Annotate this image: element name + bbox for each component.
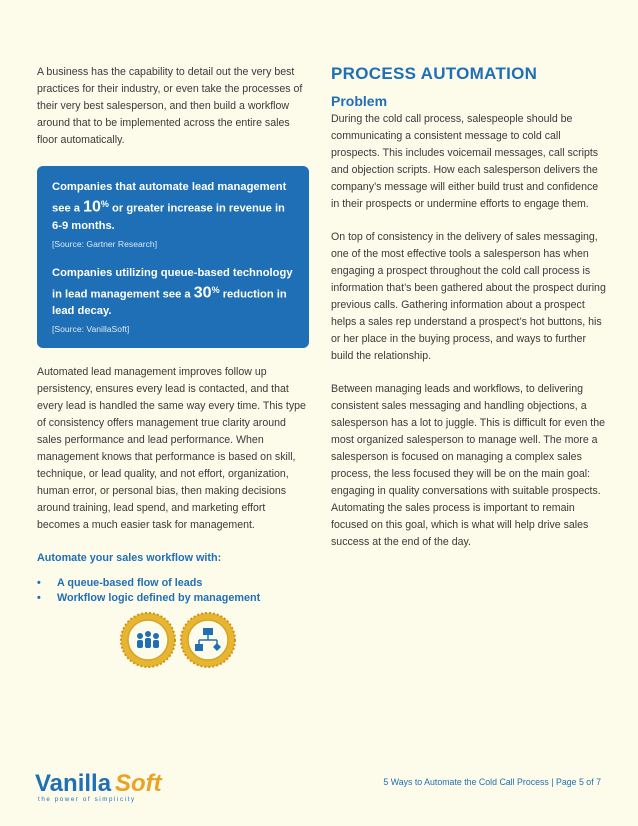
people-queue-icon — [120, 612, 176, 668]
callout-source-2: [Source: VanillaSoft] — [52, 324, 130, 335]
callout-source-1: [Source: Gartner Research] — [52, 238, 158, 249]
body-paragraph: Automated lead management improves follow up persistency, ensures every lead is contacted, and that every lead is handled the same way every time. This type of consistency offers management true clarity around sales performance and lead performance. When management knows that performance is based on skill, technique, or lead quality, and not effort, organization, human error, or personal bias, then making decisions around training, lead spend, and marketing effort becomes a much easier task for management. — [37, 366, 306, 532]
svg-text:the power of simplicity: the power of simplicity — [38, 796, 136, 803]
problem-heading: Problem — [331, 93, 388, 109]
stats-callout — [37, 166, 309, 348]
vanillasoft-logo — [35, 765, 165, 805]
automate-heading: Automate your sales workflow with: — [37, 552, 222, 565]
intro-paragraph: A business has the capability to detail out the very best practices for their industry, or even take the processes of their very best salesperson, and then build a workflow around that to be implemented across the entire sales floor automatically. — [37, 66, 303, 146]
section-title: PROCESS AUTOMATION — [331, 64, 538, 83]
workflow-icon — [180, 612, 236, 668]
stat-2-number: 30 — [193, 284, 212, 302]
callout-stat-2: Companies utilizing queue-based technology in lead management see a 30% reduction in lead decay. — [52, 266, 293, 318]
callout-stat-1: Companies that automate lead management see a 10% or greater increase in revenue in 6-9 months. — [52, 181, 287, 232]
footer-page-info: 5 Ways to Automate the Cold Call Process | Page 5 of 7 — [383, 777, 601, 787]
list-item: • Workflow logic defined by management — [37, 591, 309, 606]
left-column — [37, 64, 309, 606]
svg-text:Vanilla: Vanilla — [35, 770, 112, 797]
problem-paragraph-2: On top of consistency in the delivery of sales messaging, one of the most effective tools a salesperson has when engaging a prospect throughout the cold call process is information that’s been gathered about the prospect during previous calls. Gathering information about a prospect helps a sales rep understand a prospect’s hot buttons, his or her place in the buying process, and ways to further build the relationship. — [331, 231, 606, 362]
stat-1-number: 10 — [83, 198, 101, 216]
right-column — [331, 64, 606, 551]
list-item: • A queue-based flow of leads — [37, 576, 309, 591]
problem-paragraph-3: Between managing leads and workflows, to delivering consistent sales messaging and handling objections, a salesperson has a lot to juggle. This is difficult for even the most organized salesperson to manage well. The more a salesperson is focused on managing a complex sales process, the less focused they will be on the main goal: engaging in quality conversations with suitable prospects. Automating the sales process is important to remain focused on this goal, which is what will help drive sales success at the end of the day. — [331, 383, 606, 548]
svg-text:Soft: Soft — [115, 770, 162, 797]
automate-list — [37, 576, 309, 606]
problem-paragraph-1: During the cold call process, salespeople should be communicating a consistent message to cold call prospects. This includes voicemail messages, call scripts and objection scripts. How each salesperson delivers the company’s message will either build trust and confidence in their prospects or undermine efforts to engage them. — [331, 113, 599, 210]
